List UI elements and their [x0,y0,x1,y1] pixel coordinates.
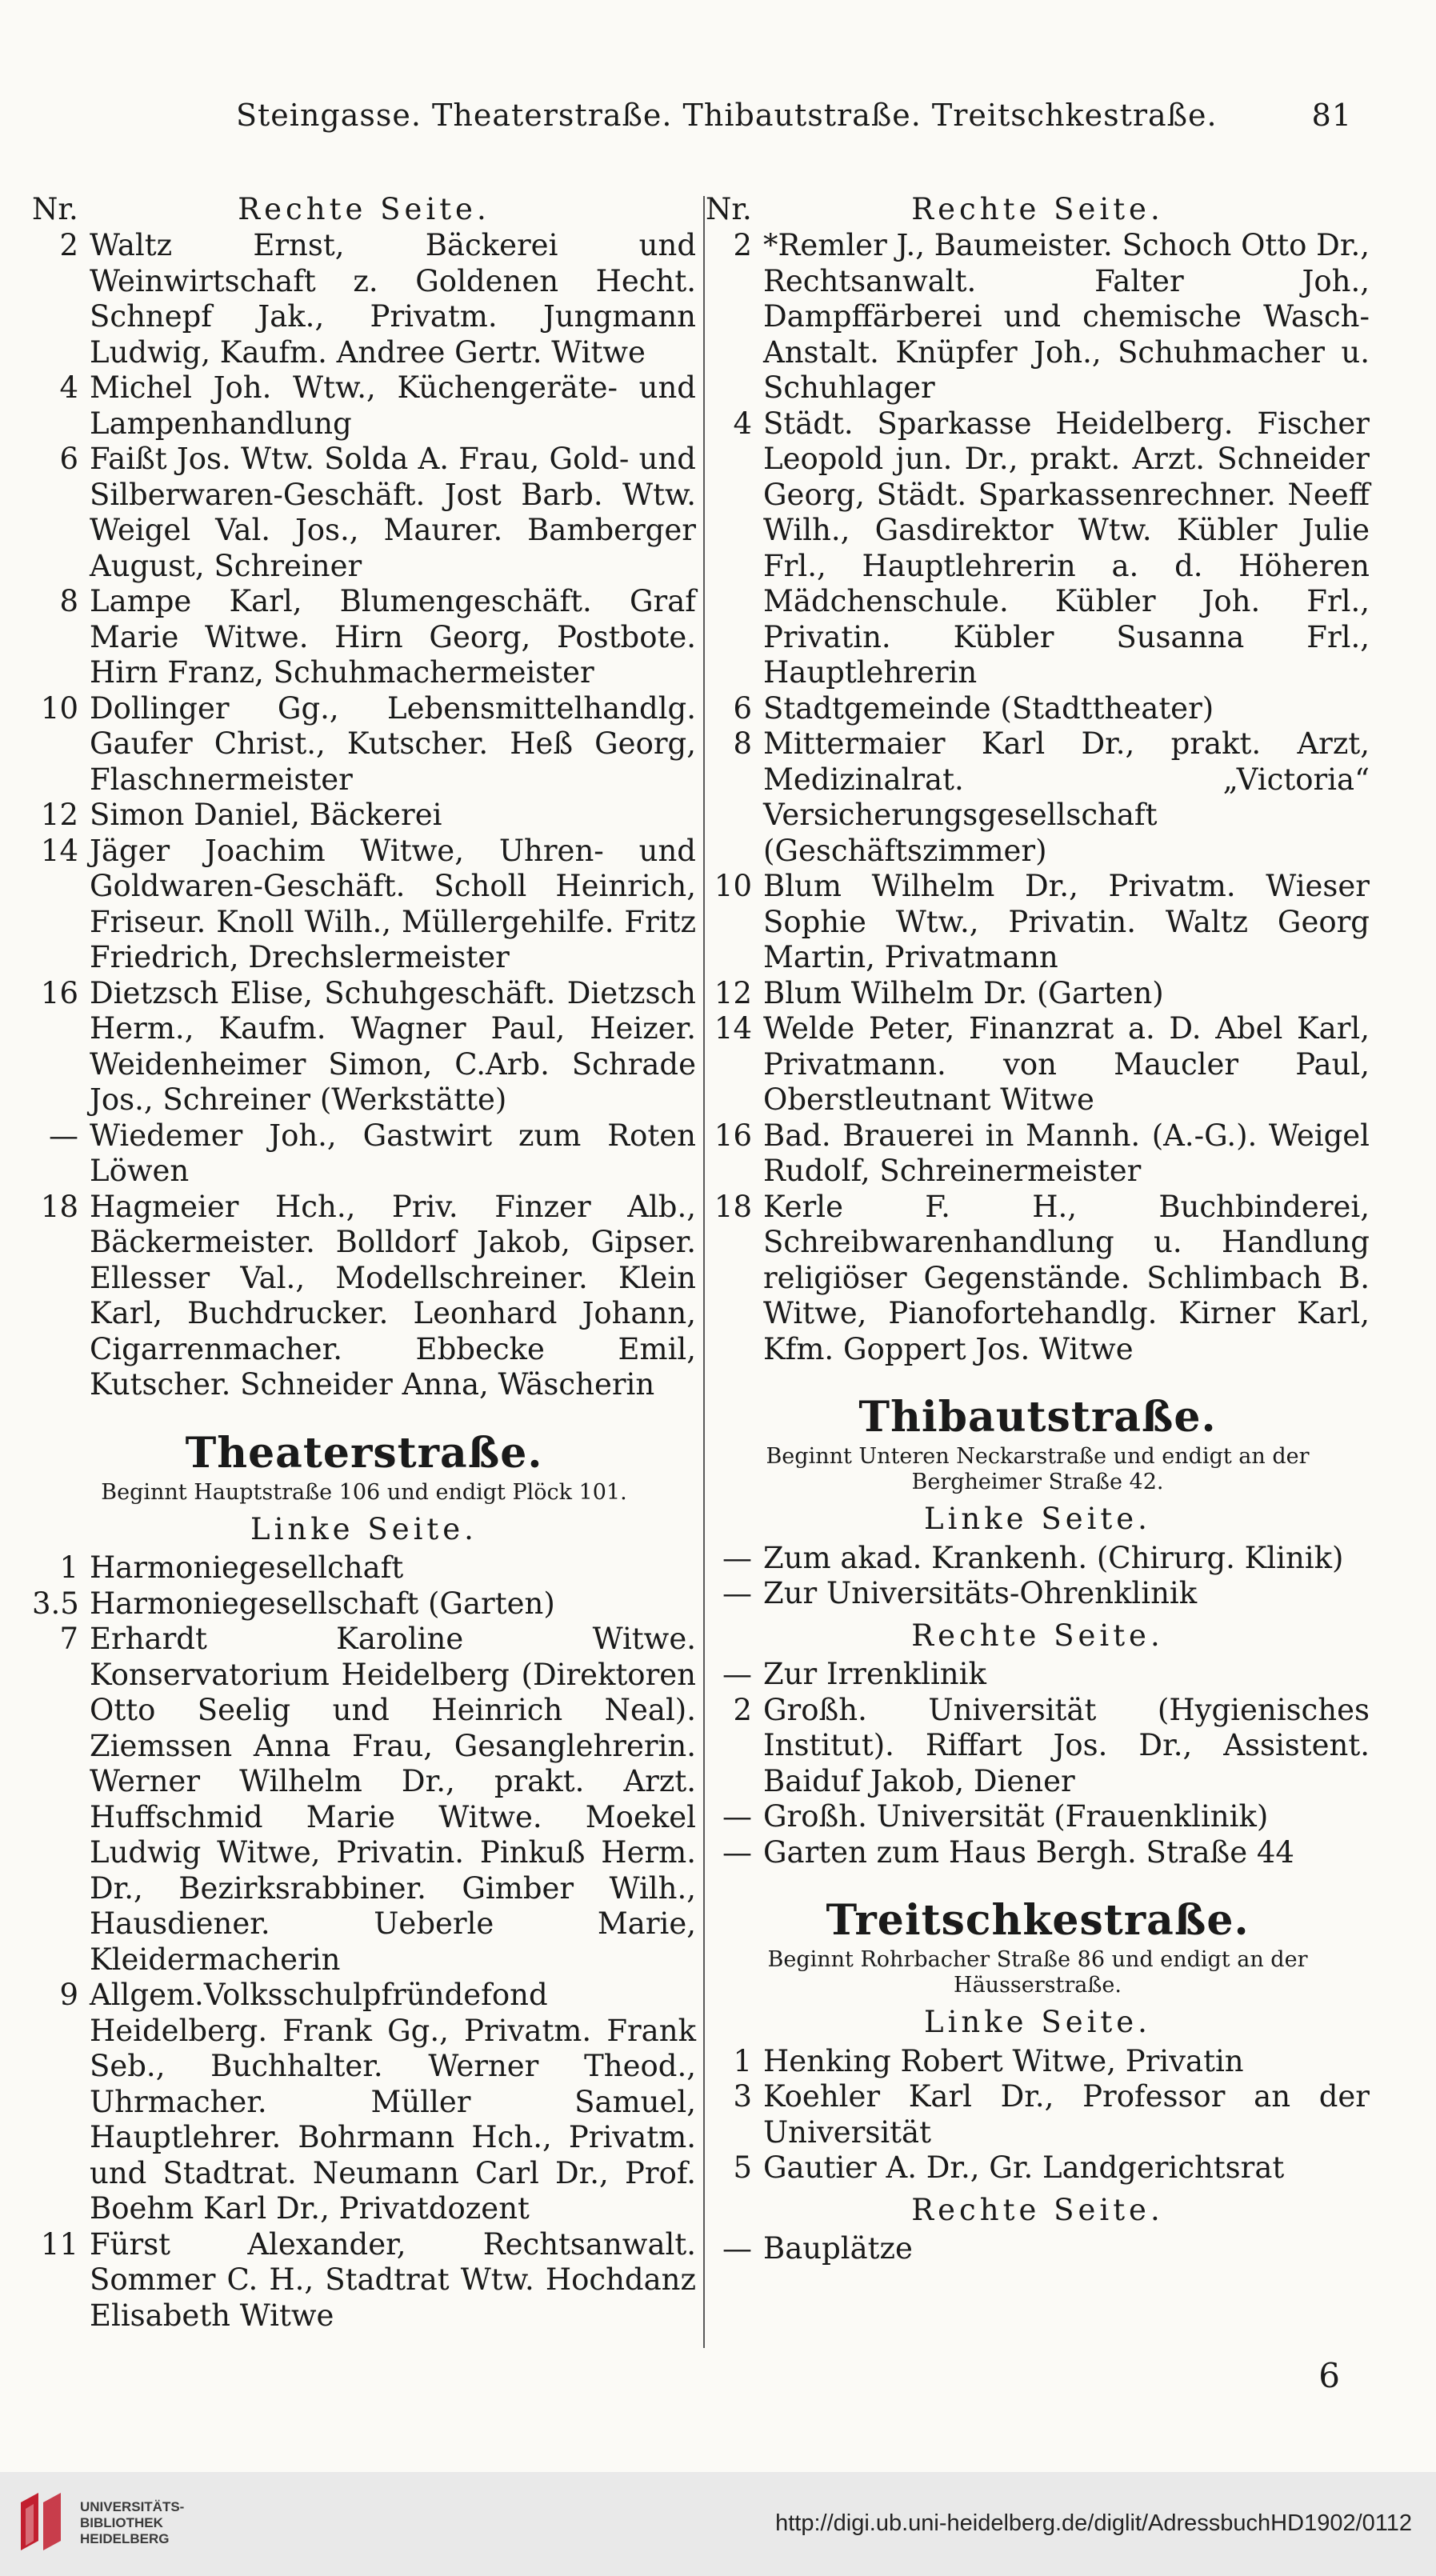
house-number: — [49,1118,78,1153]
house-number: 2 [733,228,752,262]
left-column [32,192,696,2334]
list-item [706,2150,1370,2186]
entry-text: Hagmeier Hch., Priv. Finzer Alb., Bäckermeister. Bolldorf Jakob, Gipser. Ellesser Val., Modellschreiner. Klein Karl, Buchdrucker. Leonhard Johann, Cigarrenmacher. Ebbecke Emil, Kutscher. Schneider Anna, Wäscherin [90,1189,696,1402]
column-header [32,192,696,228]
side-label: Rechte Seite. [911,1618,1164,1653]
list-item [706,1799,1370,1835]
street-heading-treitschkestrasse: Treitschkestraße. [826,1896,1250,1945]
entry-text: Großh. Universität (Hygienisches Institut). Riffart Jos. Dr., Assistent. Baiduf Jakob, Diener [763,1692,1370,1798]
entry-text: Blum Wilhelm Dr., Privatm. Wieser Sophie Wtw., Privatin. Waltz Georg Martin, Privatmann [763,869,1370,974]
entry-text: Blum Wilhelm Dr. (Garten) [763,975,1164,1010]
page-number: 81 [1311,98,1352,133]
house-number: 18 [40,1189,78,1224]
list-item [706,2079,1370,2150]
list-item [32,976,696,1118]
list-item [32,1622,696,1978]
list-item [706,869,1370,976]
house-number: 14 [40,833,78,868]
entry-text: Erhardt Karoline Witwe. Konservatorium Heidelberg (Direktoren Otto Seelig und Heinrich Neal). Ziemssen Anna Frau, Gesanglehrerin. Werner Wilhelm Dr., prakt. Arzt. Huffschmid Marie Witwe. Moekel Ludwig Witwe, Privatin. Pinkuß Herm. Dr., Bezirksrabbiner. Gimber Wilh., Hausdiener. Ueberle Marie, Kleidermacherin [90,1622,696,1977]
list-item [706,1118,1370,1190]
list-item [706,1693,1370,1800]
entry-text: Koehler Karl Dr., Professor an der Universität [763,2079,1370,2150]
house-number: 8 [59,584,78,618]
entry-text: Harmoniegesellchaft [90,1550,404,1585]
house-number: 2 [59,228,78,262]
folio-number: 6 [1318,2356,1340,2395]
list-item [32,370,696,442]
list-item [706,2044,1370,2080]
house-number: 14 [714,1011,752,1046]
list-item [32,1190,696,1403]
street-heading-thibautstrasse: Thibautstraße. [858,1393,1217,1442]
entry-text: Gautier A. Dr., Gr. Landgerichtsrat [763,2150,1285,2185]
street-intro: Beginnt Unteren Neckarstraße und endigt an der Bergheimer Straße 42. [766,1444,1310,1494]
permalink-url[interactable]: http://digi.ub.uni-heidelberg.de/diglit/AdressbuchHD1902/0112 [775,2510,1412,2536]
entry-text: Lampe Karl, Blumengeschäft. Graf Marie Witwe. Hirn Georg, Postbote. Hirn Franz, Schuhmachermeister [90,584,696,690]
library-line: UNIVERSITÄTS- [80,2499,185,2514]
entry-text: Allgem.Volksschulpfründefond Heidelberg. Frank Gg., Privatm. Frank Seb., Buchhalter. Werner Theod., Uhrmacher. Müller Samuel, Hauptlehrer. Bohrmann Hch., Privatm. und Stadtrat. Neumann Carl Dr., Prof. Boehm Karl Dr., Privatdozent [90,1978,696,2226]
list-item [32,1118,696,1190]
list-item [706,2231,1370,2267]
list-item [706,976,1370,1012]
entry-text: Faißt Jos. Wtw. Solda A. Frau, Gold- und Silberwaren-Geschäft. Jost Barb. Wtw. Weigel Val. Jos., Maurer. Bamberger August, Schreiner [90,442,696,583]
street-intro: Beginnt Rohrbacher Straße 86 und endigt an der Häusserstraße. [767,1947,1308,1998]
entry-text: Zur Irrenklinik [763,1657,986,1691]
house-number: 3 [733,2079,752,2114]
house-number: 2 [733,1692,752,1727]
running-head-title: Steingasse. Theaterstraße. Thibautstraße. Treitschkestraße. [236,98,1218,133]
house-number: 8 [733,726,752,761]
street-intro: Beginnt Hauptstraße 106 und endigt Plöck 101. [101,1479,627,1505]
list-item [32,834,696,976]
list-item [32,691,696,798]
house-number: 6 [59,442,78,476]
entry-text: Städt. Sparkasse Heidelberg. Fischer Leopold jun. Dr., prakt. Arzt. Schneider Georg, Städt. Sparkassenrechner. Neeff Wilh., Gasdirektor Wtw. Kübler Julie Frl., Hauptlehrerin a. d. Höheren Mädchenschule. Kübler Joh. Frl., Privatin. Kübler Susanna Frl., Hauptlehrerin [763,406,1370,690]
list-item [706,1190,1370,1368]
list-item [706,1576,1370,1612]
list-item [32,1550,696,1586]
entry-text: Wiedemer Joh., Gastwirt zum Roten Löwen [90,1118,696,1188]
entry-text: Dietzsch Elise, Schuhgeschäft. Dietzsch Herm., Kaufm. Wagner Paul, Heizer. Weidenheimer Simon, C.Arb. Schrade Jos., Schreiner (Werkstätte) [90,975,696,1117]
house-number: 4 [733,406,752,441]
list-item [32,1586,696,1622]
house-number: 1 [733,2043,752,2078]
library-line: HEIDELBERG [80,2531,170,2546]
entry-text: Simon Daniel, Bäckerei [90,798,442,832]
house-number: 11 [40,2226,78,2262]
entry-text: Henking Robert Witwe, Privatin [763,2043,1244,2078]
list-item [32,2227,696,2334]
nr-label: Nr. [706,192,752,226]
entry-text: Bad. Brauerei in Mannh. (A.-G.). Weigel Rudolf, Schreinermeister [763,1118,1370,1188]
side-label: Rechte Seite. [911,2192,1164,2227]
side-label: Linke Seite. [924,2005,1151,2039]
entry-text: Bauplätze [763,2231,913,2266]
list-item [32,442,696,584]
house-number: 3.5 [32,1586,79,1621]
entry-text: Kerle F. H., Buchbinderei, Schreibwarenhandlung u. Handlung religiöser Gegenstände. Schlimbach B. Witwe, Pianofortehandlg. Kirner Karl, Kfm. Goppert Jos. Witwe [763,1189,1370,1366]
column-header [706,192,1370,228]
street-heading-theaterstrasse: Theaterstraße. [185,1428,543,1478]
side-label: Rechte Seite. [911,192,1164,226]
house-number: — [722,1657,752,1691]
house-number: 1 [59,1550,78,1585]
list-item [706,691,1370,727]
house-number: — [722,1576,752,1610]
house-number: 7 [59,1622,78,1656]
list-item [706,726,1370,869]
side-label: Linke Seite. [250,1511,478,1546]
entry-text: Dollinger Gg., Lebensmittelhandlg. Gaufer Christ., Kutscher. Heß Georg, Flaschnermeister [90,690,696,797]
house-number: 12 [40,798,78,832]
viewer-footer [0,2472,1436,2576]
list-item [706,1835,1370,1871]
entry-text: Jäger Joachim Witwe, Uhren- und Goldwaren-Geschäft. Scholl Heinrich, Friseur. Knoll Wilh., Müllergehilfe. Fritz Friedrich, Drechslermeister [90,833,696,974]
running-head [32,98,1392,146]
entry-text: Zur Universitäts-Ohrenklinik [763,1576,1198,1610]
list-item [706,1541,1370,1577]
house-number: 9 [59,1978,78,2012]
entry-text: Garten zum Haus Bergh. Straße 44 [763,1834,1294,1870]
library-name [80,2499,184,2547]
entry-text: Zum akad. Krankenh. (Chirurg. Klinik) [763,1540,1344,1575]
list-item [32,798,696,834]
nr-label: Nr. [32,192,78,226]
list-item [32,228,696,370]
side-label: Linke Seite. [924,1502,1151,1536]
entry-text: Mittermaier Karl Dr., prakt. Arzt, Medizinalrat. „Victoria“ Versicherungsgesellschaft (Geschäftszimmer) [763,726,1370,868]
list-item [32,584,696,691]
house-number: 6 [733,690,752,726]
library-line: BIBLIOTHEK [80,2515,163,2530]
house-number: 18 [714,1189,752,1224]
house-number: — [722,1799,752,1834]
house-number: 16 [40,975,78,1010]
entry-text: Stadtgemeinde (Stadttheater) [763,690,1214,726]
house-number: 4 [59,370,78,405]
right-column [706,192,1370,2267]
side-label: Rechte Seite. [238,192,490,226]
entry-text: Fürst Alexander, Rechtsanwalt. Sommer C. H., Stadtrat Wtw. Hochdanz Elisabeth Witwe [90,2226,696,2333]
entry-text: Harmoniegesellschaft (Garten) [90,1586,555,1621]
list-item [706,406,1370,691]
entry-text: *Remler J., Baumeister. Schoch Otto Dr., Rechtsanwalt. Falter Joh., Dampffärberei und chemische Wasch-Anstalt. Knüpfer Joh., Schuhmacher u. Schuhlager [763,228,1370,405]
entry-text: Waltz Ernst, Bäckerei und Weinwirtschaft z. Goldenen Hecht. Schnepf Jak., Privatm. Jungmann Ludwig, Kaufm. Andree Gertr. Witwe [90,228,696,370]
house-number: — [722,2231,752,2266]
list-item [706,1011,1370,1118]
house-number: 10 [40,690,78,726]
house-number: 16 [714,1118,752,1153]
university-library-logo-icon [14,2486,70,2558]
entry-text: Großh. Universität (Frauenklinik) [763,1799,1269,1834]
house-number: 12 [714,975,752,1010]
entry-text: Michel Joh. Wtw., Küchengeräte- und Lampenhandlung [90,370,696,441]
house-number: — [722,1834,752,1870]
list-item [32,1978,696,2227]
list-item [706,1657,1370,1693]
entry-text: Welde Peter, Finanzrat a. D. Abel Karl, Privatmann. von Maucler Paul, Oberstleutnant Witwe [763,1011,1370,1117]
column-divider [703,196,705,2348]
list-item [706,228,1370,406]
house-number: — [722,1540,752,1575]
house-number: 10 [714,869,752,903]
house-number: 5 [733,2150,752,2185]
